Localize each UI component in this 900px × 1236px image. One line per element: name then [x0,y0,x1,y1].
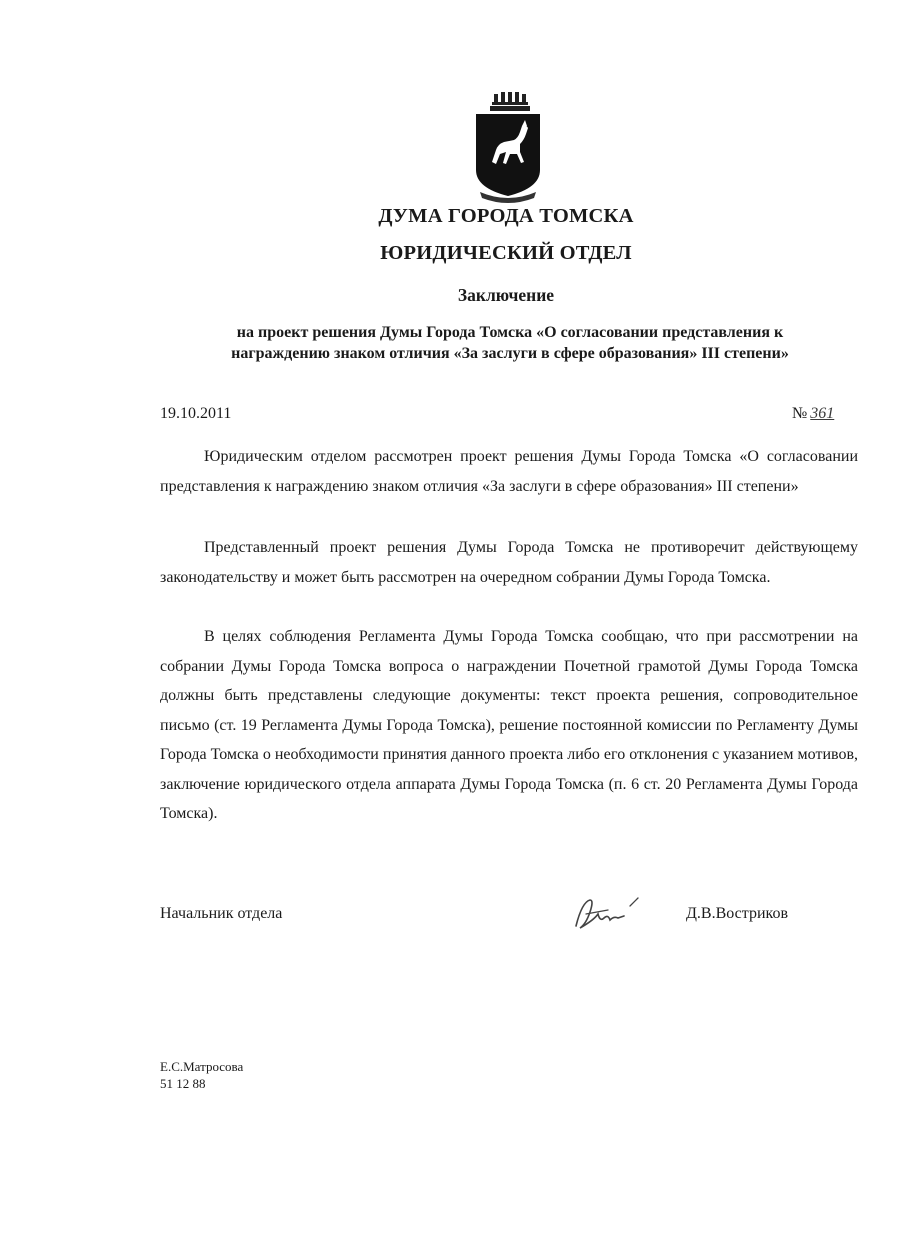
executor-info [160,1058,243,1092]
subject-line-1: на проект решения Думы Города Томска «О согласовании представления к [236,324,784,341]
body-paragraph-3 [160,622,858,829]
tomsk-coat-of-arms-icon [470,92,546,204]
paragraph-text: Юридическим отделом рассмотрен проект решения Думы Города Томска «О согласовании представления к награждению знаком отличия «За заслуги в сфере образования» III степени» [160,448,858,495]
signatory-role: Начальник отдела [160,905,283,922]
executor-phone: 51 12 88 [160,1076,206,1091]
body-paragraph-2 [160,533,858,592]
body-paragraph-1 [160,442,858,501]
document-number [792,405,834,423]
department-name: ЮРИДИЧЕСКИЙ ОТДЕЛ [380,242,632,264]
subject-line-2: награждению знаком отличия «За заслуги в сфере образования» III степени» [231,345,789,362]
number-label: № [792,405,808,422]
paragraph-text: В целях соблюдения Регламента Думы Города Томска сообщаю, что при рассмотрении на собрании Думы Города Томска вопроса о награждении Почетной грамотой Думы Города Томска должны быть представлены следующие документы: текст проекта решения, сопроводительное письмо (ст. 19 Регламента Думы Города Томска), решение постоянной комиссии по Регламенту Думы Города Томска о необходимости принятия данного проекта либо его отклонения с указанием мотивов, заключение юридического отдела аппарата Думы Города Томска (п. 6 ст. 20 Регламента Думы Города Томска). [160,628,858,822]
number-value: 361 [810,405,835,422]
signatory-name: Д.В.Востриков [686,905,789,922]
document-type: Заключение [457,285,555,305]
organization-name: ДУМА ГОРОДА ТОМСКА [378,205,634,227]
paragraph-text: Представленный проект решения Думы Города Томска не противоречит действующему законодательству и может быть рассмотрен на очередном собрании Думы Города Томска. [160,539,858,586]
handwritten-signature-icon [568,892,658,938]
document-date: 19.10.2011 [160,405,232,422]
executor-name: Е.С.Матросова [160,1059,244,1074]
document-subject [160,322,860,364]
